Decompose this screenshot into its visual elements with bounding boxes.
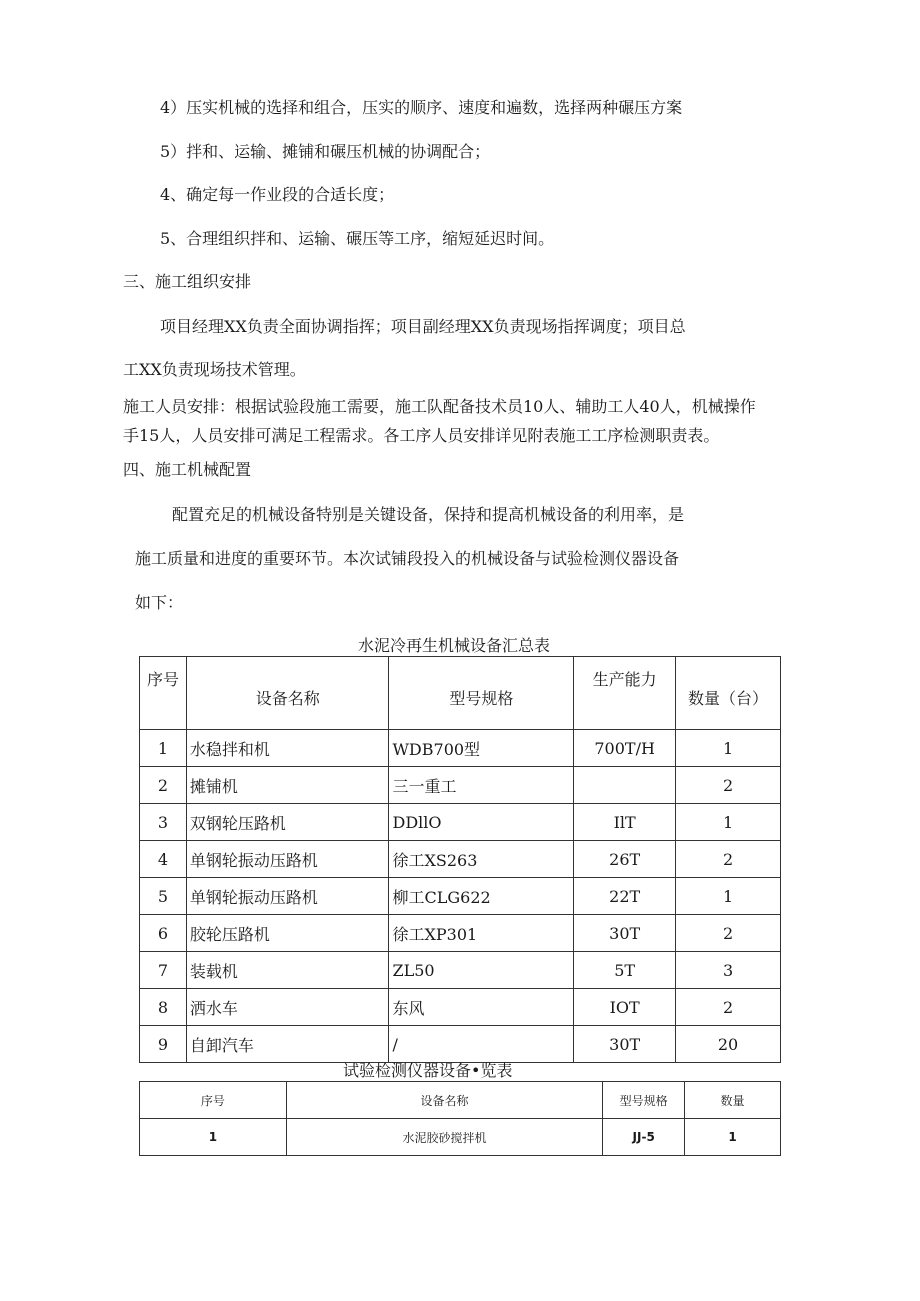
paragraph-process-organization: 5、合理组织拌和、运输、碾压等工序，缩短延迟时间。 bbox=[160, 229, 555, 248]
paragraph-staffing-2: 手15人，人员安排可满足工程需求。各工序人员安排详见附表施工工序检测职责表。 bbox=[123, 426, 720, 445]
table-cell: 30T bbox=[574, 915, 676, 952]
table-cell: 9 bbox=[140, 1026, 187, 1063]
table-cell: 水稳拌和机 bbox=[186, 730, 389, 767]
table-cell: 徐工XS263 bbox=[389, 841, 574, 878]
machine-table-title: 水泥冷再生机械设备汇总表 bbox=[358, 636, 551, 655]
table-cell: 2 bbox=[140, 767, 187, 804]
paragraph-equipment-3: 如下： bbox=[135, 593, 184, 612]
table-cell: ZL50 bbox=[389, 952, 574, 989]
section-heading-machinery: 四、施工机械配置 bbox=[123, 460, 252, 479]
table-row bbox=[140, 767, 781, 804]
header-cell: 序号 bbox=[140, 657, 187, 730]
header-cell: 型号规格 bbox=[389, 657, 574, 730]
table-cell: 柳工CLG622 bbox=[389, 878, 574, 915]
table-cell: 1 bbox=[140, 730, 187, 767]
header-cell: 数量 bbox=[685, 1082, 781, 1119]
table-cell: 三一重工 bbox=[389, 767, 574, 804]
table-row bbox=[140, 841, 781, 878]
table-row bbox=[140, 989, 781, 1026]
table-row bbox=[140, 804, 781, 841]
table-cell: WDB700型 bbox=[389, 730, 574, 767]
header-cell: 序号 bbox=[140, 1082, 287, 1119]
paragraph-equipment-2: 施工质量和进度的重要环节。本次试铺段投入的机械设备与试验检测仪器设备 bbox=[135, 549, 680, 568]
table-cell: IOT bbox=[574, 989, 676, 1026]
table-cell: 1 bbox=[140, 1119, 287, 1156]
table-cell: 2 bbox=[676, 841, 781, 878]
table-row bbox=[140, 1026, 781, 1063]
table-cell: 5 bbox=[140, 878, 187, 915]
table-cell: 1 bbox=[676, 804, 781, 841]
table-cell: 双钢轮压路机 bbox=[186, 804, 389, 841]
paragraph-compaction-scheme: 4）压实机械的选择和组合，压实的顺序、速度和遍数，选择两种碾压方案 bbox=[160, 98, 683, 117]
table-cell: 3 bbox=[140, 804, 187, 841]
table-cell: 700T/H bbox=[574, 730, 676, 767]
table-cell: 6 bbox=[140, 915, 187, 952]
paragraph-equipment-1: 配置充足的机械设备特别是关键设备，保持和提高机械设备的利用率，是 bbox=[172, 505, 685, 524]
table-row bbox=[140, 730, 781, 767]
table-cell: 东风 bbox=[389, 989, 574, 1026]
instrument-table bbox=[139, 1081, 781, 1156]
table-cell: 单钢轮振动压路机 bbox=[186, 841, 389, 878]
table-row bbox=[140, 952, 781, 989]
header-cell: 设备名称 bbox=[186, 657, 389, 730]
table-row bbox=[140, 915, 781, 952]
table-cell: 自卸汽车 bbox=[186, 1026, 389, 1063]
table-cell: IlT bbox=[574, 804, 676, 841]
table-cell: 26T bbox=[574, 841, 676, 878]
table-cell: / bbox=[389, 1026, 574, 1063]
paragraph-staffing-1: 施工人员安排：根据试验段施工需要，施工队配备技术员10人、辅助工人40人，机械操作 bbox=[123, 397, 756, 416]
table-cell: 1 bbox=[676, 730, 781, 767]
table-cell: 摊铺机 bbox=[186, 767, 389, 804]
table-cell: 2 bbox=[676, 915, 781, 952]
table-cell: 20 bbox=[676, 1026, 781, 1063]
header-cell: 设备名称 bbox=[286, 1082, 602, 1119]
table-cell: 30T bbox=[574, 1026, 676, 1063]
table-cell: 2 bbox=[676, 767, 781, 804]
table-cell: 水泥胶砂搅拌机 bbox=[286, 1119, 602, 1156]
table-cell: 7 bbox=[140, 952, 187, 989]
table-cell: 1 bbox=[676, 878, 781, 915]
table-cell: JJ-5 bbox=[603, 1119, 685, 1156]
table-cell bbox=[574, 767, 676, 804]
table-cell: 洒水车 bbox=[186, 989, 389, 1026]
header-cell: 生产能力 bbox=[574, 657, 676, 730]
paragraph-segment-length: 4、确定每一作业段的合适长度； bbox=[160, 185, 395, 204]
table-cell: 22T bbox=[574, 878, 676, 915]
instrument-table-title: 试验检测仪器设备•览表 bbox=[343, 1061, 513, 1080]
table-cell: DDllO bbox=[389, 804, 574, 841]
table-row bbox=[140, 878, 781, 915]
table-header-row bbox=[140, 657, 781, 730]
table-cell: 徐工XP301 bbox=[389, 915, 574, 952]
table-header-row bbox=[140, 1082, 781, 1119]
table-cell: 胶轮压路机 bbox=[186, 915, 389, 952]
paragraph-management-2: 工XX负责现场技术管理。 bbox=[123, 360, 306, 379]
table-cell: 5T bbox=[574, 952, 676, 989]
header-cell: 数量（台） bbox=[676, 657, 781, 730]
paragraph-management-1: 项目经理XX负责全面协调指挥；项目副经理XX负责现场指挥调度；项目总 bbox=[160, 317, 686, 336]
table-cell: 8 bbox=[140, 989, 187, 1026]
section-heading-organization: 三、施工组织安排 bbox=[123, 272, 252, 291]
table-cell: 4 bbox=[140, 841, 187, 878]
table-cell: 2 bbox=[676, 989, 781, 1026]
table-cell: 单钢轮振动压路机 bbox=[186, 878, 389, 915]
table-cell: 3 bbox=[676, 952, 781, 989]
machine-table bbox=[139, 656, 781, 1063]
table-row bbox=[140, 1119, 781, 1156]
table-cell: 1 bbox=[685, 1119, 781, 1156]
paragraph-coordination: 5）拌和、运输、摊铺和碾压机械的协调配合； bbox=[160, 142, 491, 161]
header-cell: 型号规格 bbox=[603, 1082, 685, 1119]
table-cell: 装载机 bbox=[186, 952, 389, 989]
